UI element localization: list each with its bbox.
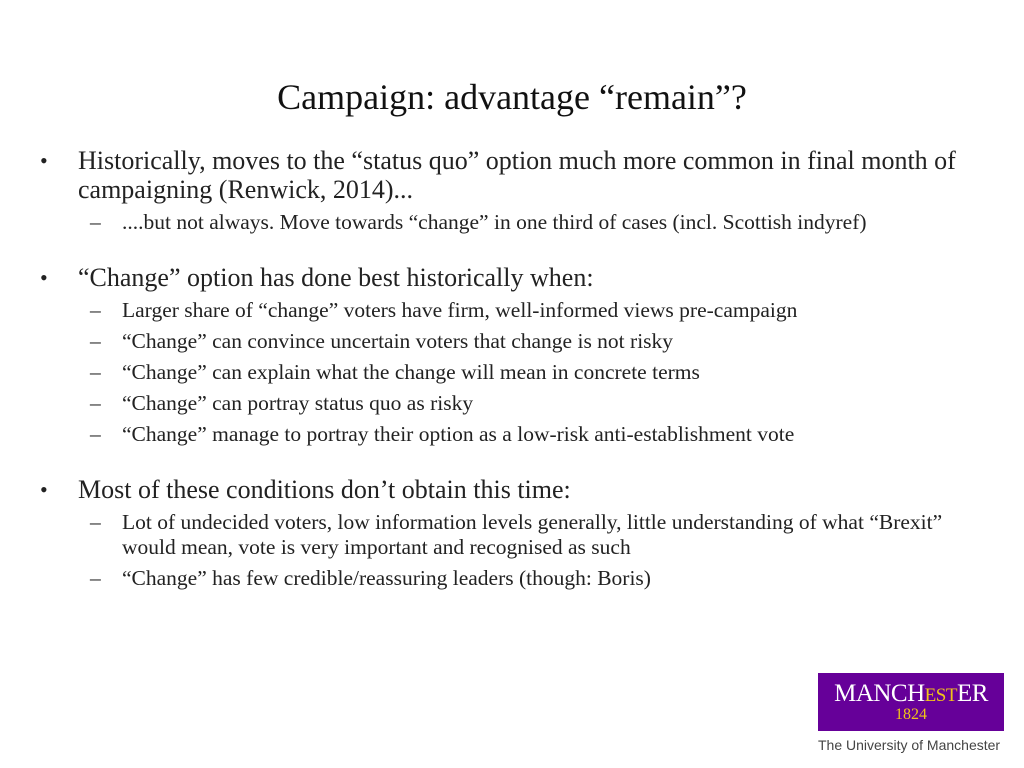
bullet-list — [36, 146, 956, 591]
bullet-item — [36, 263, 956, 292]
sub-bullet-text: “Change” can convince uncertain voters that change is not risky — [122, 329, 674, 353]
sub-bullet-item — [36, 210, 956, 235]
bullet-icon: • — [40, 477, 48, 502]
bullet-item — [36, 475, 956, 504]
bullet-text: Historically, moves to the “status quo” option much more common in final month of campaigning (Renwick, 2014)... — [78, 146, 956, 204]
sub-bullet-text: “Change” can explain what the change will mean in concrete terms — [122, 360, 700, 384]
dash-icon: – — [90, 510, 101, 534]
sub-bullet-text: Lot of undecided voters, low information levels generally, little understanding of what “Brexit” would mean, vote is very important and recognised as such — [122, 510, 943, 559]
logo-wordmark: MANCHESTER — [834, 680, 988, 707]
dash-icon: – — [90, 360, 101, 384]
bullet-text: Most of these conditions don’t obtain this time: — [78, 475, 571, 504]
logo-subtitle: The University of Manchester — [818, 737, 1001, 753]
university-logo — [818, 673, 1004, 731]
sub-bullet-item — [36, 422, 956, 447]
slide-title: Campaign: advantage “remain”? — [277, 77, 747, 117]
bullet-icon: • — [40, 148, 48, 173]
dash-icon: – — [90, 422, 101, 446]
sub-bullet-text: Larger share of “change” voters have firm, well-informed views pre-campaign — [122, 298, 798, 322]
dash-icon: – — [90, 210, 101, 234]
sub-bullet-item — [36, 360, 956, 385]
bullet-icon: • — [40, 265, 48, 290]
sub-bullet-item — [36, 329, 956, 354]
bullet-text: “Change” option has done best historically when: — [78, 263, 594, 292]
sub-bullet-item — [36, 510, 956, 560]
dash-icon: – — [90, 329, 101, 353]
sub-bullet-item — [36, 391, 956, 416]
sub-bullet-text: “Change” has few credible/reassuring leaders (though: Boris) — [122, 566, 651, 590]
bullet-item — [36, 146, 956, 204]
sub-bullet-text: “Change” can portray status quo as risky — [122, 391, 474, 415]
logo-year: 1824 — [895, 706, 927, 723]
sub-bullet-text: “Change” manage to portray their option as a low-risk anti-establishment vote — [122, 422, 795, 446]
dash-icon: – — [90, 298, 101, 322]
dash-icon: – — [90, 566, 101, 590]
sub-bullet-item — [36, 566, 956, 591]
sub-bullet-text: ....but not always. Move towards “change” in one third of cases (incl. Scottish indyref) — [122, 210, 867, 234]
dash-icon: – — [90, 391, 101, 415]
sub-bullet-item — [36, 298, 956, 323]
